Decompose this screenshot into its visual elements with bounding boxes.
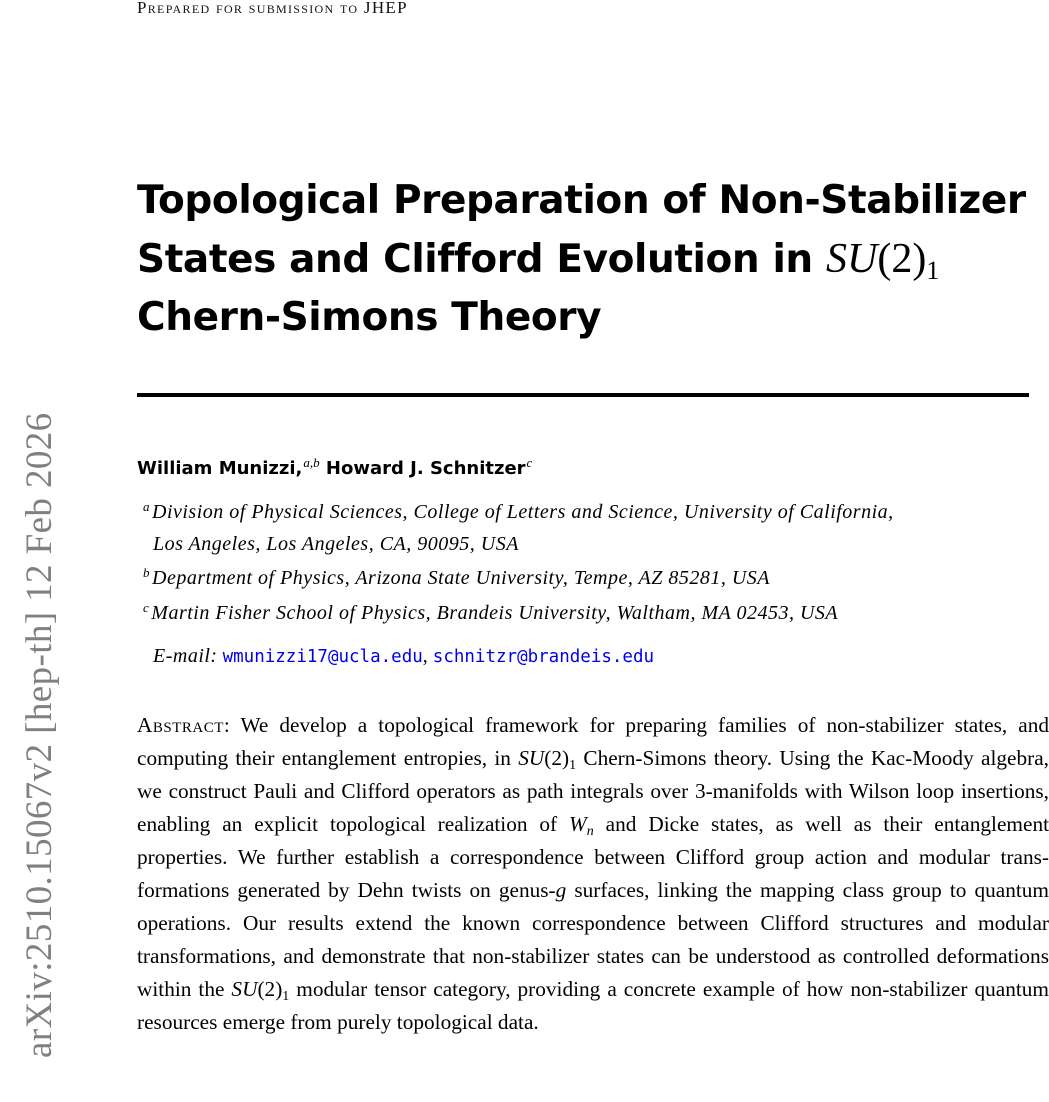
abstract: Abstract: We develop a topological framework for preparing families of non-stabilizer states, and computing their entanglement entropies, in $SU(2)_1$ Chern-Simons theory. Using the Kac-Moody algebra, we construct Pauli and Clifford operators as path integrals over 3-manifolds with Wilson loop insertions, enabling an explicit topological realization of $W_n$ and Dicke states, as well as their entanglement properties. We further establish a correspondence between Clifford group action and modular transformations generated by Dehn twists on genus-g surfaces, linking the mapping class group to quantum operations. Our results extend the known correspondence between Clifford structures and modular transformations, and demonstrate that non-stabilizer states can be understood as controlled deformations within the $SU(2)_1$ modular tensor category, providing a concrete example of how non-stabilizer quantum resources emerge from purely topological data.	[137, 713, 1049, 1034]
affiliation-text-cont: Los Angeles, Los Angeles, CA, 90095, USA	[153, 533, 519, 555]
affiliation-text: Department of Physics, Arizona State University, Tempe, AZ 85281, USA	[152, 567, 770, 589]
affiliation-text: Division of Physical Sciences, College of Letters and Science, University of California,	[152, 501, 894, 523]
title-line-2: States and Clifford Evolution in	[137, 237, 813, 282]
affiliation-b	[143, 562, 1033, 594]
title-line-1: Topological Preparation of Non-Stabilizer	[137, 178, 1026, 223]
email-link[interactable]: schnitzr@brandeis.edu	[432, 647, 655, 667]
journal-header: Prepared for submission to JHEP	[137, 0, 408, 17]
math-su2: $SU(2)_1$	[231, 977, 290, 1004]
arxiv-identifier[interactable]: arXiv:2510.15067v2 [hep-th] 12 Feb 2026	[19, 412, 60, 1058]
email-link[interactable]: wmunizzi17@ucla.edu	[222, 647, 423, 667]
affiliation-a	[143, 496, 1033, 560]
author-name: William Munizzi,	[137, 458, 303, 479]
math-su2: $SU(2)_1$	[518, 746, 577, 773]
affiliation-mark: c	[143, 600, 150, 615]
title-math-su2: $SU(2)_1$	[825, 236, 940, 285]
title-line-3: Chern-Simons Theory	[137, 295, 602, 340]
email-line	[153, 645, 654, 668]
math-g: g	[555, 878, 567, 902]
affiliation-mark: b	[143, 565, 150, 580]
affiliation-c	[143, 597, 1033, 629]
affiliation-mark: a	[143, 499, 150, 514]
author-affiliation-mark: a,b	[303, 455, 320, 470]
math-wn: $W_n$	[569, 812, 594, 839]
author-affiliation-mark: c	[526, 455, 533, 470]
affiliation-text: Martin Fisher School of Physics, Brandeis University, Waltham, MA 02453, USA	[151, 602, 839, 624]
email-separator: ,	[422, 645, 428, 667]
author-list	[137, 455, 533, 479]
paper-title	[137, 172, 1027, 347]
abstract-keyword: Abstract	[137, 713, 224, 737]
email-label: E-mail:	[153, 645, 218, 667]
title-rule	[137, 393, 1029, 397]
author-name: Howard J. Schnitzer	[325, 458, 526, 479]
